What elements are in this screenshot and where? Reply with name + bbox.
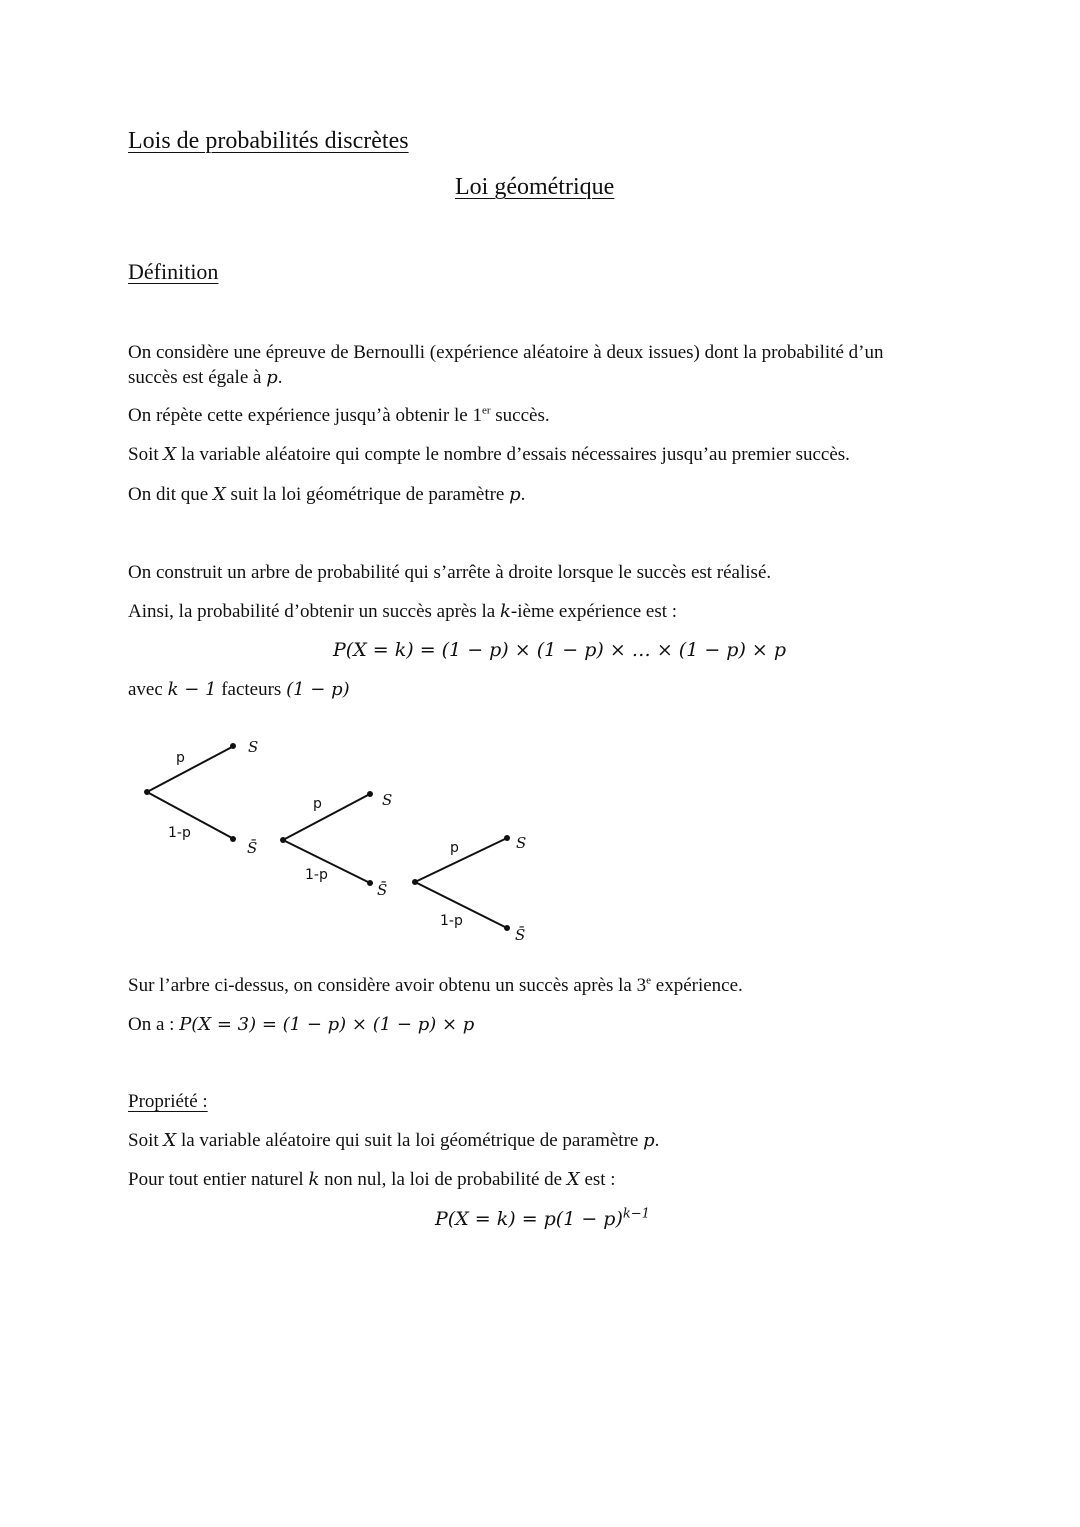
tree-node bbox=[144, 789, 150, 795]
branch-label-failure: 1-p bbox=[440, 913, 463, 929]
tree-node bbox=[504, 925, 510, 931]
definition-line-2: succès est égale à p. bbox=[128, 367, 283, 388]
branch-label-failure: 1-p bbox=[168, 825, 191, 841]
tree-branch bbox=[415, 839, 505, 882]
branch-label-success: p bbox=[450, 840, 459, 856]
tree-branch bbox=[283, 795, 368, 840]
tree-intro-line-3: avec k − 1 facteurs (1 − p) bbox=[128, 679, 350, 700]
tree-node bbox=[504, 835, 510, 841]
branch-label-success: p bbox=[176, 750, 185, 766]
branch-label-failure: 1-p bbox=[305, 867, 328, 883]
property-heading: Propriété : bbox=[128, 1091, 208, 1112]
geometric-law-formula: $P(X = k) = p(1 - p)^{k-1}$ bbox=[435, 1206, 650, 1230]
general-formula: P(X = k) = (1 − p) × (1 − p) × … × (1 − p) × p bbox=[333, 639, 787, 661]
definition-line-4: Soit X la variable aléatoire qui compte le nombre d’essais nécessaires jusqu’au premier succès. bbox=[128, 444, 850, 465]
tree-intro-line-1: On construit un arbre de probabilité qui s’arrête à droite lorsque le succès est réalisé. bbox=[128, 562, 772, 583]
chapter-title: Lois de probabilités discrètes bbox=[128, 128, 409, 154]
tree-node bbox=[230, 743, 236, 749]
branch-label-success: p bbox=[313, 796, 322, 812]
definition-line-5: On dit que X suit la loi géométrique de paramètre p. bbox=[128, 484, 526, 505]
tree-node bbox=[280, 837, 286, 843]
example-line-1: Sur l’arbre ci-dessus, on considère avoir obtenu un succès après la 3e expérience. bbox=[128, 974, 743, 996]
node-label-failure: S̄ bbox=[515, 926, 526, 944]
section-title: Loi géométrique bbox=[455, 174, 615, 200]
node-label-success: S bbox=[248, 738, 259, 756]
definition-line-1: On considère une épreuve de Bernoulli (expérience aléatoire à deux issues) dont la probabilité d’un bbox=[128, 342, 884, 363]
tree-node bbox=[412, 879, 418, 885]
property-line-2: Pour tout entier naturel k non nul, la loi de probabilité de X est : bbox=[128, 1169, 616, 1190]
tree-intro-line-2: Ainsi, la probabilité d’obtenir un succès après la k-ième expérience est : bbox=[128, 601, 678, 622]
node-label-failure: S̄ bbox=[247, 839, 258, 857]
property-line-1: Soit X la variable aléatoire qui suit la loi géométrique de paramètre p. bbox=[128, 1130, 660, 1151]
tree-branch bbox=[147, 747, 232, 792]
tree-node bbox=[367, 791, 373, 797]
tree-node bbox=[367, 880, 373, 886]
example-line-2: On a : P(X = 3) = (1 − p) × (1 − p) × p bbox=[128, 1014, 475, 1035]
node-label-success: S bbox=[516, 834, 527, 852]
node-label-failure: S̄ bbox=[377, 881, 388, 899]
node-label-success: S bbox=[382, 791, 393, 809]
definition-heading: Définition bbox=[128, 259, 219, 284]
tree-node bbox=[230, 836, 236, 842]
definition-line-3: On répète cette expérience jusqu’à obtenir le 1er succès. bbox=[128, 404, 550, 426]
